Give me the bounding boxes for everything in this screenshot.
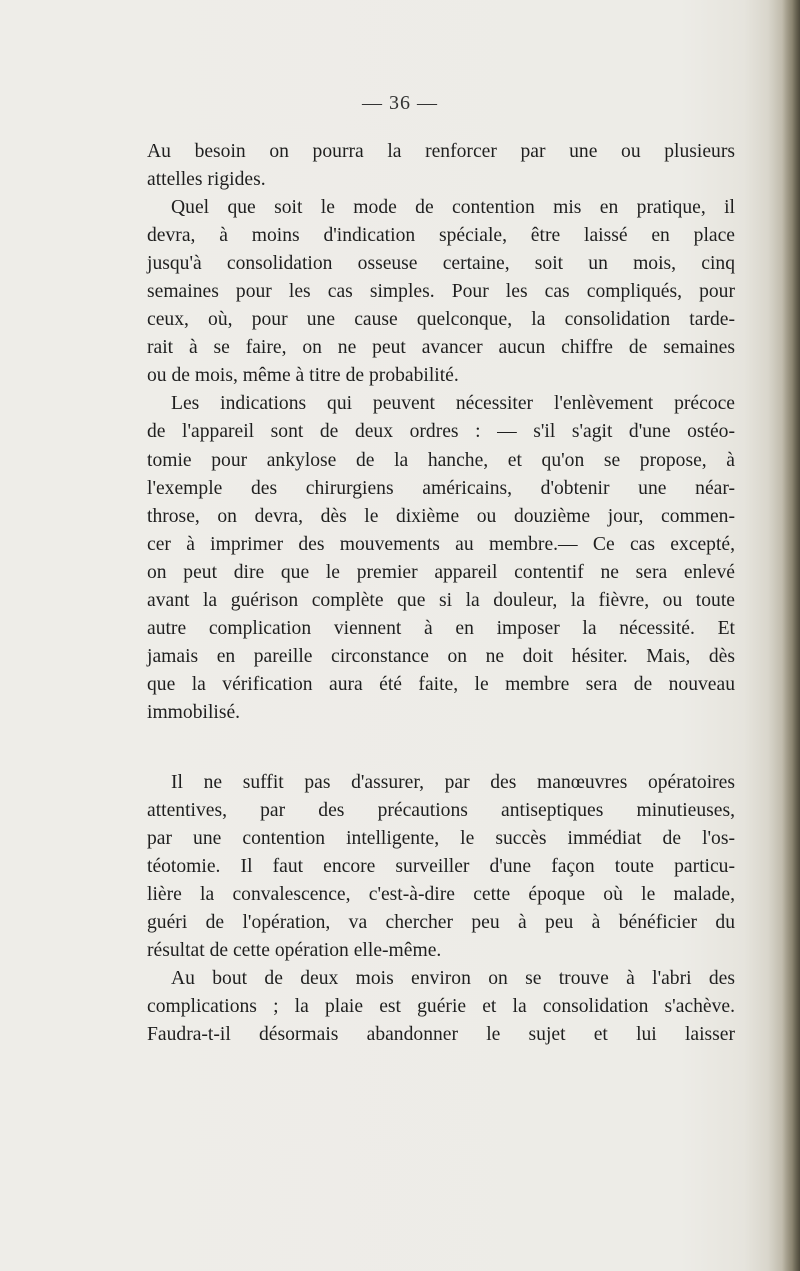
text-line: complications ; la plaie est guérie et la consolidation s'achève. [147, 996, 735, 1018]
text-line: par une contention intelligente, le succès immédiat de l'os- [147, 828, 735, 850]
text-line: avant la guérison complète que si la douleur, la fièvre, ou toute [147, 589, 735, 611]
text-line: ou de mois, même à titre de probabilité. [147, 365, 459, 387]
text-line: attentives, par des précautions antiseptiques minutieuses, [147, 800, 735, 822]
text-line: throse, on devra, dès le dixième ou douzième jour, commen- [147, 505, 735, 527]
page-number: — 36 — [362, 92, 438, 114]
paragraph-1 [147, 138, 735, 194]
paragraph-2 [147, 194, 735, 390]
text-line: Faudra-t-il désormais abandonner le sujet et lui laisser [147, 1024, 735, 1046]
text-line: lière la convalescence, c'est-à-dire cette époque où le malade, [147, 884, 735, 906]
paragraph-gap [147, 727, 735, 769]
text-line: jusqu'à consolidation osseuse certaine, soit un mois, cinq [147, 253, 735, 275]
text-line: attelles rigides. [147, 169, 266, 191]
text-line: Quel que soit le mode de contention mis en pratique, il [171, 197, 735, 219]
text-line: que la vérification aura été faite, le membre sera de nouveau [147, 673, 735, 695]
text-line: Au besoin on pourra la renforcer par une ou plusieurs [147, 141, 735, 162]
paragraph-4 [147, 769, 735, 965]
paragraph-5 [147, 965, 735, 1049]
text-line: semaines pour les cas simples. Pour les cas compliqués, pour [147, 281, 735, 303]
text-line: Les indications qui peuvent nécessiter l'enlèvement précoce [171, 393, 735, 415]
text-line: téotomie. Il faut encore surveiller d'une façon toute particu- [147, 856, 735, 878]
text-line: devra, à moins d'indication spéciale, être laissé en place [147, 225, 735, 247]
body-text [147, 138, 735, 1049]
text-line: l'exemple des chirurgiens américains, d'obtenir une néar- [147, 477, 735, 499]
text-line: de l'appareil sont de deux ordres : — s'il s'agit d'une ostéo- [147, 421, 735, 443]
text-line: résultat de cette opération elle-même. [147, 940, 442, 962]
text-line: autre complication viennent à en imposer la nécessité. Et [147, 617, 735, 639]
text-line: immobilisé. [147, 701, 241, 723]
text-line: cer à imprimer des mouvements au membre.— Ce cas excepté, [147, 533, 735, 555]
text-line: jamais en pareille circonstance on ne doit hésiter. Mais, dès [147, 645, 735, 667]
paragraph-3 [147, 390, 735, 727]
text-line: rait à se faire, on ne peut avancer aucun chiffre de semaines [147, 337, 735, 359]
text-line: on peut dire que le premier appareil contentif ne sera enlevé [147, 561, 735, 583]
text-line: tomie pour ankylose de la hanche, et qu'on se propose, à [147, 449, 735, 471]
text-line: Au bout de deux mois environ on se trouve à l'abri des [171, 968, 735, 990]
text-line: Il ne suffit pas d'assurer, par des manœuvres opératoires [171, 771, 735, 793]
text-line: guéri de l'opération, va chercher peu à peu à bénéficier du [147, 912, 735, 934]
text-line: ceux, où, pour une cause quelconque, la consolidation tarde- [147, 309, 735, 331]
binding-edge-shadow [782, 0, 800, 1271]
